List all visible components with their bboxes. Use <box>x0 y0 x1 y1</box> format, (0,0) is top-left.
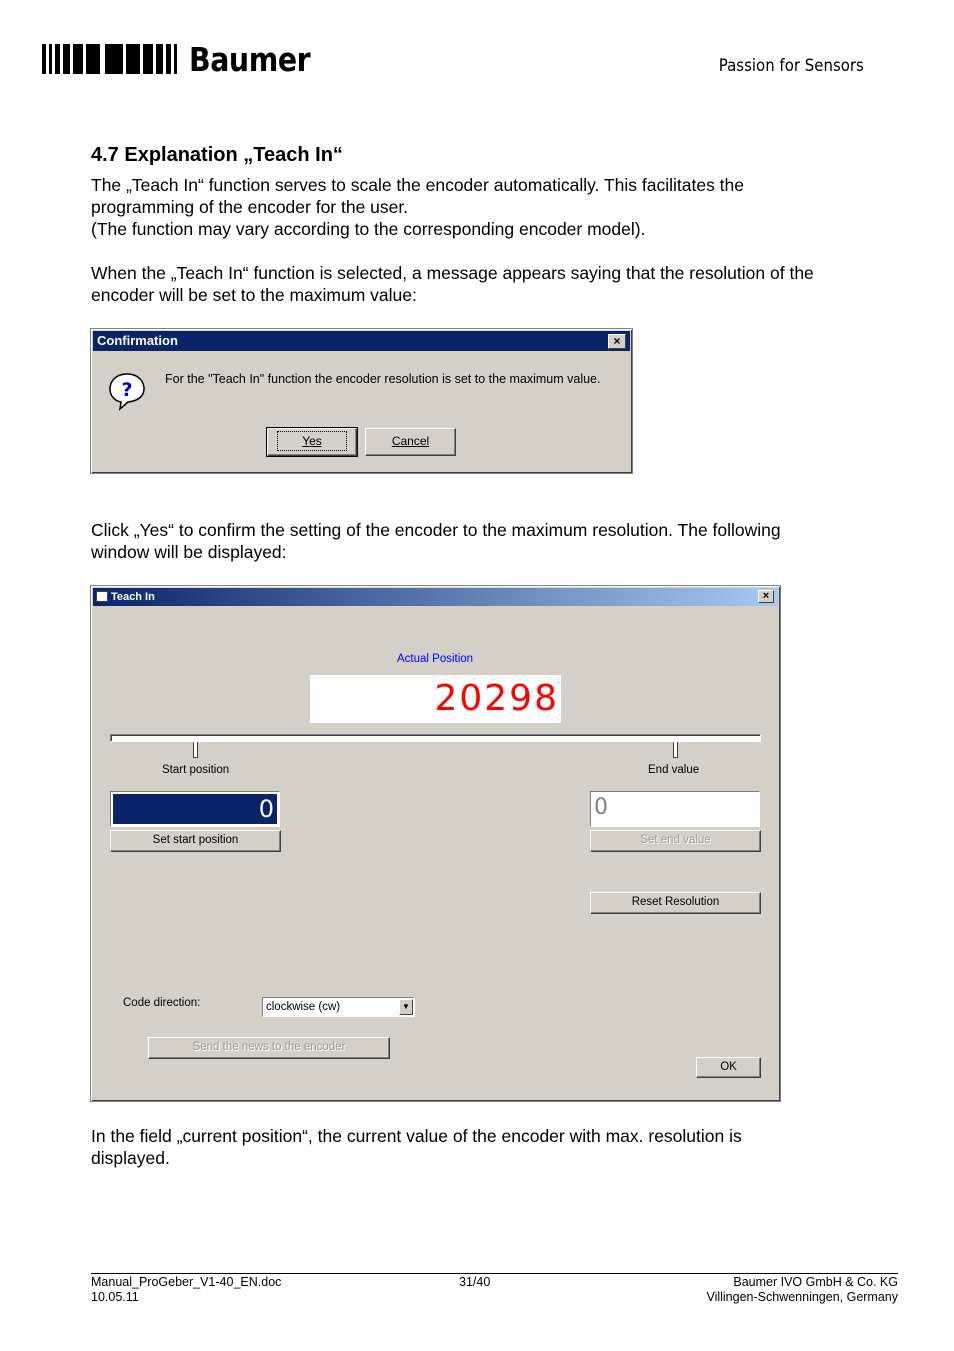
teach-in-dialog <box>90 585 781 1102</box>
footer-location: Villingen-Schwenningen, Germany <box>706 1290 898 1304</box>
footer-company: Baumer IVO GmbH & Co. KG <box>733 1275 898 1289</box>
tagline: Passion for Sensors <box>718 56 864 76</box>
brand-name: Baumer <box>189 39 311 79</box>
intro-paragraph: The „Teach In“ function serves to scale the encoder automatically. This facilitates the programming of the encoder for the user. (The function may vary according to the corresponding encoder model). <box>91 175 745 239</box>
ok-button[interactable]: OK <box>696 1057 761 1078</box>
footer-right <box>706 1275 898 1305</box>
code-direction-select[interactable]: clockwise (cw) ▼ <box>262 997 415 1017</box>
confirmation-dialog <box>90 328 633 474</box>
chevron-down-icon[interactable]: ▼ <box>399 999 413 1015</box>
yes-button[interactable]: Yes <box>267 428 357 456</box>
end-value-label: End value <box>648 764 700 776</box>
footer-page-number: 31/40 <box>459 1275 491 1289</box>
teach-in-paragraph: When the „Teach In“ function is selected, a message appears saying that the resolution of the encoder will be set to the maximum value: <box>91 263 814 305</box>
confirm-paragraph: Click „Yes“ to confirm the setting of the encoder to the maximum resolution. The following window will be displayed: <box>91 520 781 562</box>
footer-left <box>91 1275 281 1305</box>
window-app-icon <box>96 591 108 602</box>
footer-filename: Manual_ProGeber_V1-40_EN.doc <box>91 1275 282 1289</box>
actual-position-label: Actual Position <box>397 653 474 665</box>
teach-in-titlebar: Teach In × <box>93 588 778 606</box>
close-icon[interactable]: × <box>608 334 626 349</box>
current-position-paragraph: In the field „current position“, the current value of the encoder with max. resolution is displayed. <box>91 1126 742 1168</box>
logo-mark-icon <box>42 44 177 74</box>
svg-text:?: ? <box>121 379 133 401</box>
start-position-label: Start position <box>162 764 230 776</box>
cancel-button[interactable]: Cancel <box>365 428 456 456</box>
confirmation-titlebar: Confirmation × <box>93 331 630 351</box>
reset-resolution-button[interactable]: Reset Resolution <box>590 892 761 914</box>
send-to-encoder-button[interactable]: Send the news to the encoder <box>148 1037 390 1059</box>
position-slider-track[interactable] <box>110 734 761 742</box>
end-value-field[interactable]: 0 <box>590 791 760 827</box>
set-end-value-button[interactable]: Set end value <box>590 830 761 852</box>
set-start-position-button[interactable]: Set start position <box>110 830 281 852</box>
baumer-logo <box>42 39 330 79</box>
section-heading: 4.7 Explanation „Teach In“ <box>91 144 343 166</box>
footer-divider <box>91 1273 898 1274</box>
question-icon <box>107 371 147 411</box>
confirmation-message: For the "Teach In" function the encoder resolution is set to the maximum value. <box>165 372 601 386</box>
start-position-marker[interactable] <box>193 742 198 758</box>
close-icon[interactable]: × <box>758 590 774 603</box>
start-position-field[interactable]: 0 <box>110 791 280 827</box>
code-direction-label: Code direction: <box>123 997 201 1009</box>
end-value-marker[interactable] <box>673 742 678 758</box>
footer-date: 10.05.11 <box>91 1290 139 1304</box>
actual-position-display: 20298 <box>310 675 561 723</box>
